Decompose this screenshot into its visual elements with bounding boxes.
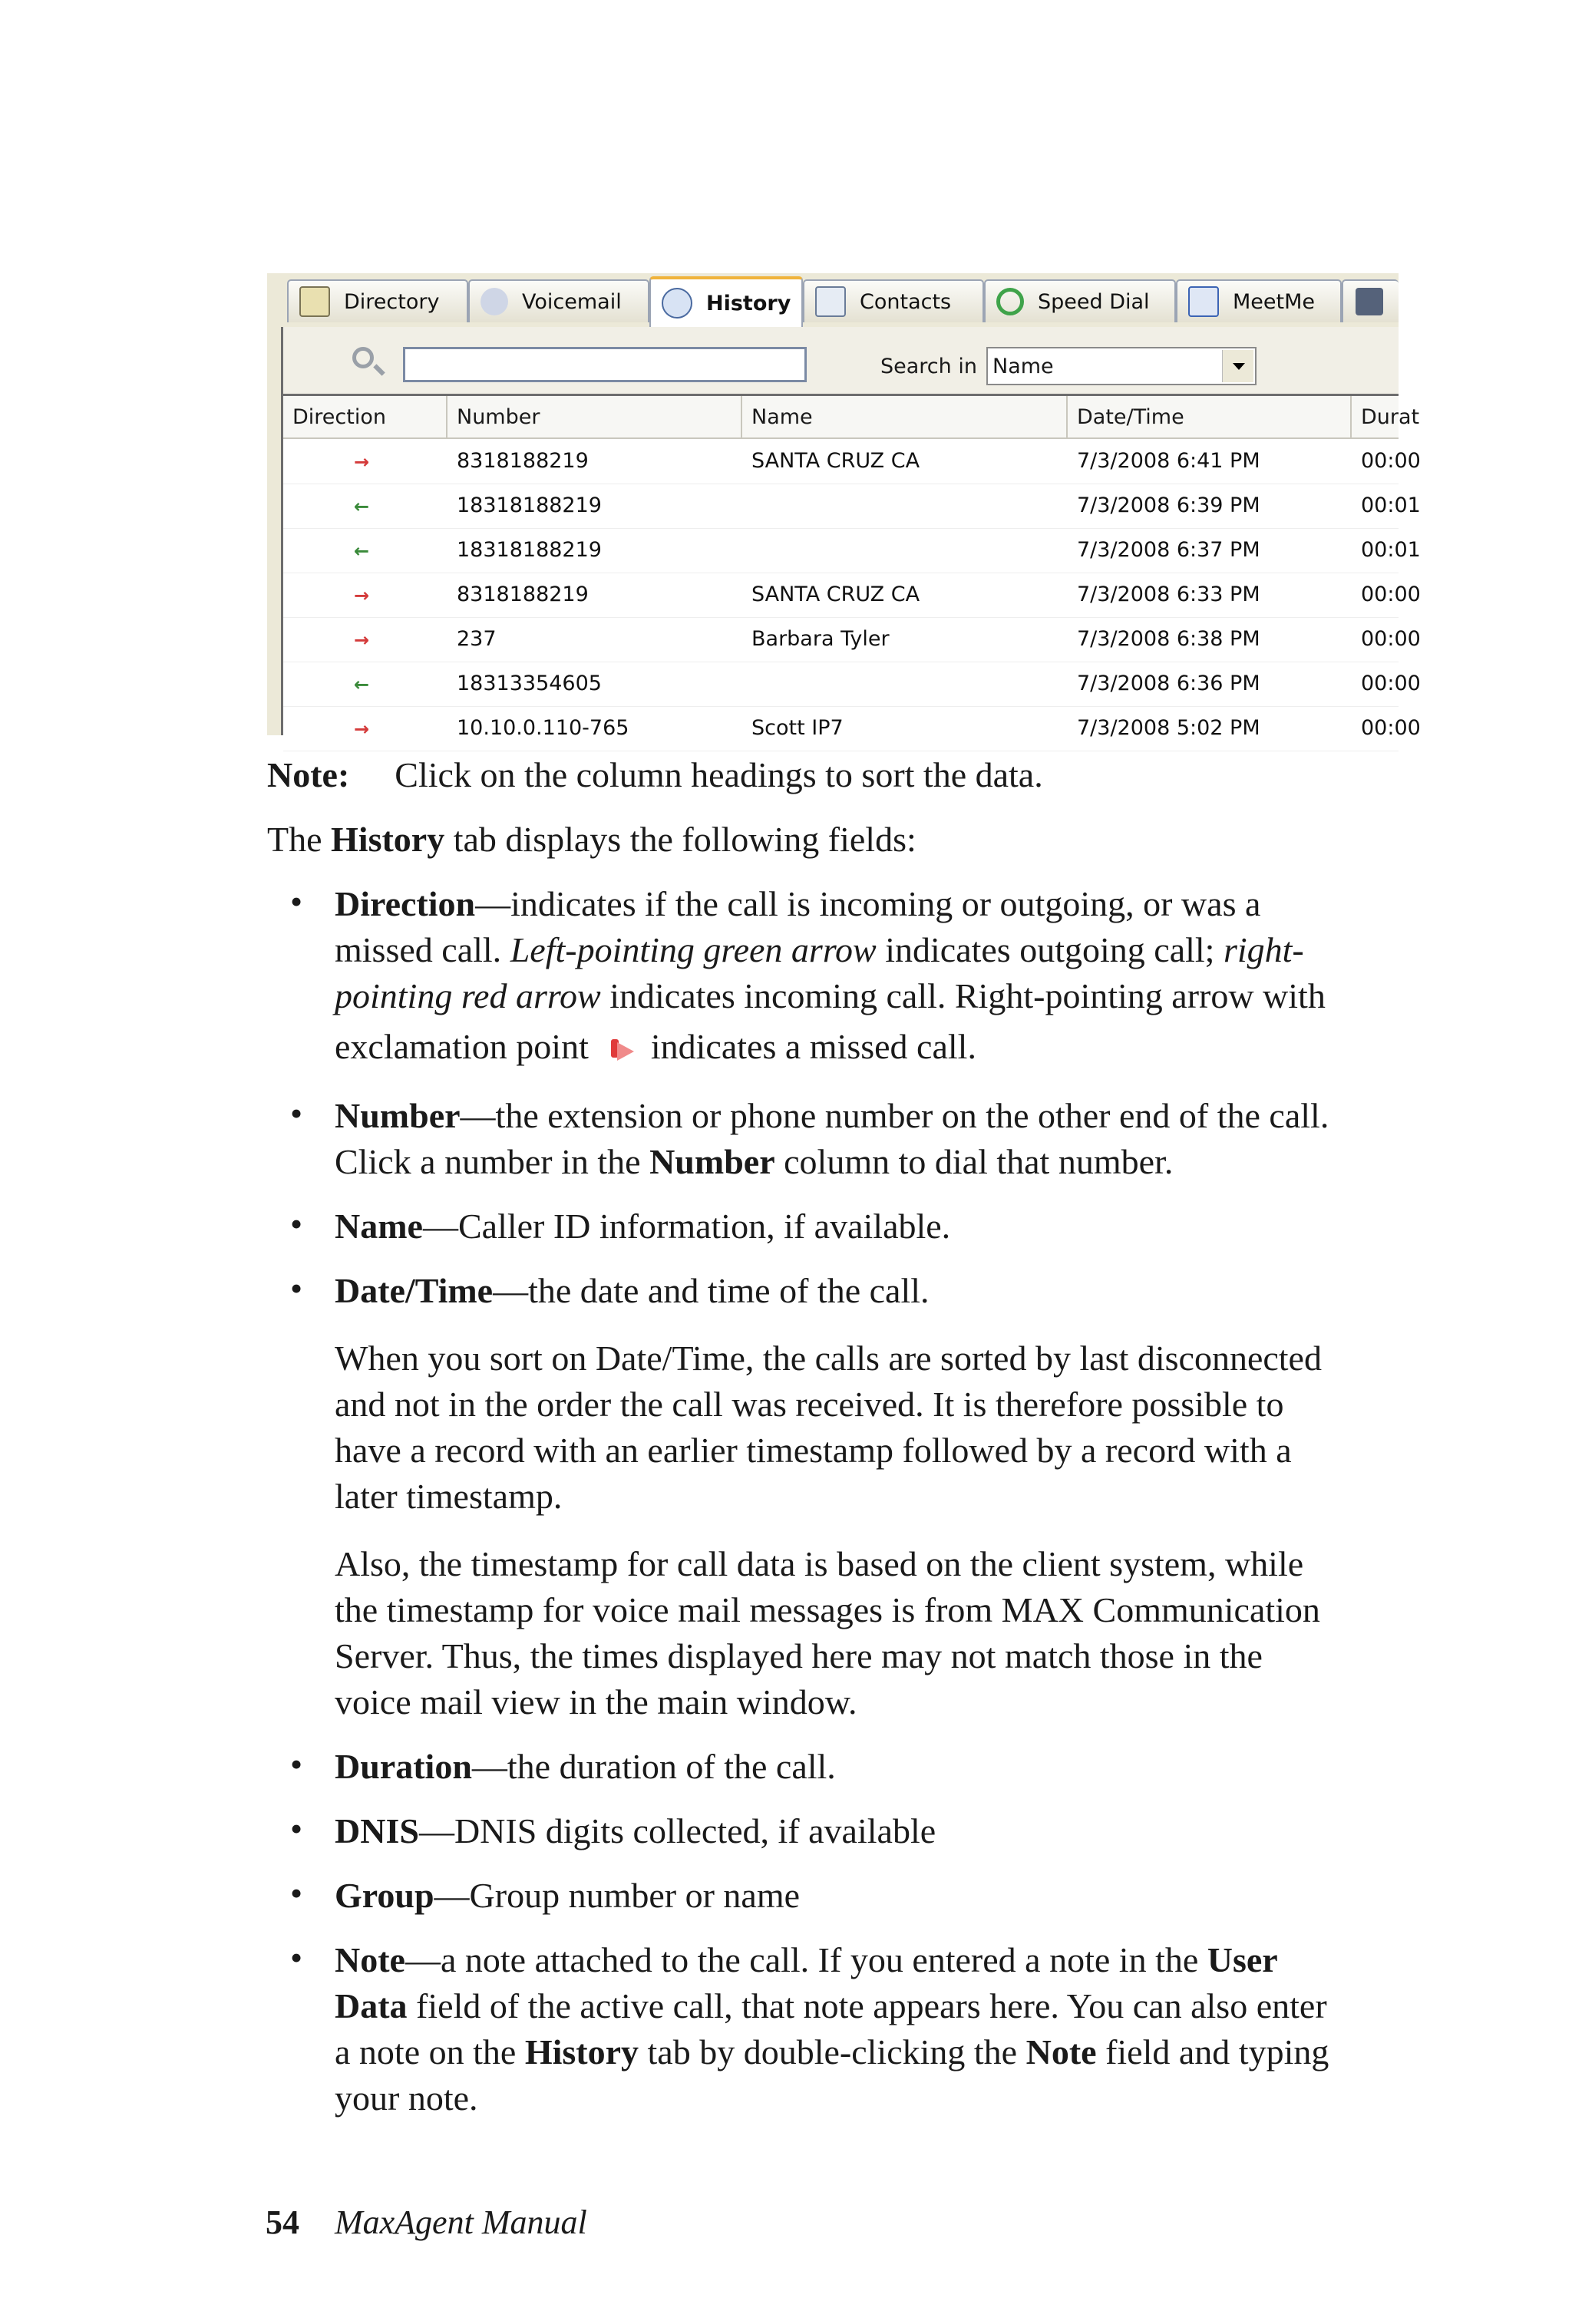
group-line bbox=[335, 1873, 800, 1919]
note-field-text: tab by double-clicking the bbox=[639, 2032, 1026, 2071]
bullet: • bbox=[290, 1204, 303, 1243]
search-icon bbox=[352, 347, 374, 368]
note-field-bold: User bbox=[1207, 1940, 1278, 1979]
bullet: • bbox=[290, 1094, 303, 1133]
number-line-1 bbox=[335, 1093, 1329, 1139]
meetme-icon bbox=[1188, 286, 1219, 317]
name-line bbox=[335, 1203, 950, 1249]
name-cell: SANTA CRUZ CA bbox=[751, 449, 920, 473]
tab-meetme[interactable] bbox=[1176, 279, 1342, 322]
computer-icon bbox=[1356, 288, 1383, 315]
table-row[interactable] bbox=[283, 528, 1421, 573]
number-text: Click a number in the bbox=[335, 1142, 650, 1181]
tab-directory[interactable] bbox=[287, 279, 468, 322]
sort-para-line: later timestamp. bbox=[335, 1477, 563, 1516]
search-input[interactable] bbox=[403, 347, 807, 382]
name-cell: Scott IP7 bbox=[751, 716, 844, 740]
bullet: • bbox=[290, 1269, 303, 1308]
direction-text: —indicates if the call is incoming or outgoing, or was a bbox=[475, 884, 1261, 923]
datetime-text: —the date and time of the call. bbox=[493, 1271, 930, 1310]
tab-speed-dial[interactable] bbox=[984, 279, 1176, 322]
datetime-cell: 7/3/2008 6:38 PM bbox=[1077, 627, 1260, 651]
datetime-cell: 7/3/2008 6:33 PM bbox=[1077, 583, 1260, 606]
datetime-cell: 7/3/2008 6:36 PM bbox=[1077, 672, 1260, 695]
direction-line-4 bbox=[335, 1024, 976, 1070]
direction-text-italic: right- bbox=[1223, 930, 1304, 969]
name-cell bbox=[742, 528, 751, 573]
direction-arrow-icon: → bbox=[354, 718, 370, 740]
direction-text: missed call. bbox=[335, 930, 510, 969]
intro-history-term: History bbox=[331, 820, 445, 859]
dnis-line bbox=[335, 1808, 936, 1854]
column-header-direction[interactable]: Direction bbox=[283, 396, 447, 437]
dnis-term: DNIS bbox=[335, 1811, 419, 1850]
missed-call-icon bbox=[597, 1035, 642, 1065]
direction-arrow-icon: ← bbox=[354, 496, 370, 517]
number-cell[interactable]: 18318188219 bbox=[457, 538, 602, 562]
search-in-label: Search in bbox=[880, 355, 977, 378]
bullet: • bbox=[290, 882, 303, 921]
tab-label: Directory bbox=[344, 289, 440, 314]
table-row[interactable] bbox=[283, 573, 1421, 618]
duration-text: —the duration of the call. bbox=[471, 1747, 836, 1786]
direction-text-italic: Left-pointing green arrow bbox=[510, 930, 877, 969]
voicemail-icon bbox=[481, 288, 508, 315]
tab-more[interactable] bbox=[1342, 279, 1399, 322]
sort-para-line: and not in the order the call was received. It is therefore possible to bbox=[335, 1385, 1284, 1424]
datetime-cell: 7/3/2008 6:39 PM bbox=[1077, 494, 1260, 517]
duration-cell: 00:00 bbox=[1361, 583, 1421, 606]
table-header bbox=[283, 396, 1420, 439]
datetime-term: Date/Time bbox=[335, 1271, 494, 1310]
number-term: Number bbox=[335, 1096, 461, 1135]
direction-text: indicates a missed call. bbox=[650, 1027, 976, 1066]
datetime-cell: 7/3/2008 5:02 PM bbox=[1077, 716, 1260, 740]
note-field-bold: History bbox=[524, 2032, 639, 2071]
bullet: • bbox=[290, 1873, 303, 1913]
duration-cell: 00:00 bbox=[1361, 627, 1421, 651]
direction-arrow-icon: ← bbox=[354, 674, 370, 695]
tab-history[interactable] bbox=[649, 276, 803, 327]
name-cell bbox=[742, 484, 751, 528]
name-text: —Caller ID information, if available. bbox=[422, 1207, 951, 1246]
intro-text: The bbox=[267, 820, 332, 859]
history-screenshot bbox=[267, 273, 1421, 740]
history-table bbox=[281, 396, 1421, 740]
chevron-down-icon[interactable] bbox=[1222, 350, 1253, 382]
column-header-name[interactable]: Name bbox=[742, 396, 1068, 437]
direction-text: indicates incoming call. Right-pointing arrow with bbox=[600, 976, 1326, 1015]
note-field-line-3 bbox=[335, 2029, 1329, 2075]
direction-line-3 bbox=[335, 973, 1326, 1019]
intro-line bbox=[267, 817, 916, 863]
number-bold: Number bbox=[649, 1142, 775, 1181]
tab-label: Speed Dial bbox=[1038, 289, 1150, 314]
tab-label: History bbox=[706, 291, 791, 315]
table-row[interactable] bbox=[283, 439, 1421, 484]
note-line bbox=[267, 752, 1043, 798]
column-header-datetime[interactable]: Date/Time bbox=[1068, 396, 1352, 437]
note-field-bold: Note bbox=[1025, 2032, 1097, 2071]
duration-cell: 00:01 bbox=[1361, 538, 1421, 562]
note-field-text: —a note attached to the call. If you entered a note in the bbox=[405, 1940, 1207, 1979]
duration-cell: 00:01 bbox=[1361, 494, 1421, 517]
table-row[interactable] bbox=[283, 706, 1421, 751]
tab-bar bbox=[267, 273, 1399, 327]
direction-arrow-icon: → bbox=[354, 629, 370, 651]
direction-line-1 bbox=[335, 881, 1260, 927]
number-cell[interactable]: 18313354605 bbox=[457, 672, 602, 695]
sort-para-line: When you sort on Date/Time, the calls are sorted by last disconnected bbox=[335, 1339, 1322, 1378]
directory-icon bbox=[299, 286, 330, 317]
number-cell[interactable]: 8318188219 bbox=[457, 449, 589, 473]
duration-term: Duration bbox=[335, 1747, 472, 1786]
intro-text: tab displays the following fields: bbox=[444, 820, 916, 859]
search-in-value: Name bbox=[992, 355, 1054, 378]
name-cell: SANTA CRUZ CA bbox=[751, 583, 920, 606]
timestamp-para-line: voice mail view in the main window. bbox=[335, 1682, 857, 1722]
group-text: —Group number or name bbox=[434, 1876, 801, 1915]
search-in-select[interactable] bbox=[986, 347, 1257, 385]
note-field-line-4: your note. bbox=[335, 2078, 478, 2118]
group-term: Group bbox=[335, 1876, 434, 1915]
note-term: Note bbox=[335, 1940, 405, 1979]
number-cell[interactable]: 10.10.0.110-765 bbox=[457, 716, 629, 740]
column-header-number[interactable]: Number bbox=[447, 396, 742, 437]
timestamp-para-line: Server. Thus, the times displayed here may not match those in the bbox=[335, 1636, 1263, 1675]
page-footer bbox=[266, 2200, 587, 2246]
contacts-icon bbox=[815, 286, 846, 317]
number-cell[interactable]: 237 bbox=[457, 627, 497, 651]
table-row[interactable] bbox=[283, 617, 1421, 662]
note-field-line-1 bbox=[335, 1937, 1278, 1983]
page-number: 54 bbox=[266, 2204, 299, 2241]
column-header-duration[interactable]: Durat bbox=[1361, 405, 1420, 429]
bullet: • bbox=[290, 1745, 303, 1784]
name-cell: Barbara Tyler bbox=[751, 627, 890, 651]
search-bar bbox=[281, 327, 1399, 396]
number-cell[interactable]: 8318188219 bbox=[457, 583, 589, 606]
number-text: —the extension or phone number on the other end of the call. bbox=[460, 1096, 1329, 1135]
dnis-text: —DNIS digits collected, if available bbox=[418, 1811, 936, 1850]
direction-arrow-icon: → bbox=[354, 585, 370, 606]
table-row[interactable] bbox=[283, 484, 1421, 529]
timestamp-para-line: the timestamp for voice mail messages is from MAX Communication bbox=[335, 1590, 1320, 1629]
tab-contacts[interactable] bbox=[803, 279, 984, 322]
tab-label: MeetMe bbox=[1233, 289, 1316, 314]
duration-cell: 00:00 bbox=[1361, 716, 1421, 740]
table-row[interactable] bbox=[283, 662, 1421, 707]
refresh-icon bbox=[996, 288, 1024, 315]
direction-text: indicates outgoing call; bbox=[876, 930, 1224, 969]
direction-arrow-icon: → bbox=[354, 451, 370, 473]
note-text: Click on the column headings to sort the data. bbox=[395, 755, 1043, 794]
direction-text-italic: pointing red arrow bbox=[335, 976, 601, 1015]
duration-cell: 00:00 bbox=[1361, 672, 1421, 695]
direction-line-2 bbox=[335, 927, 1304, 973]
datetime-line bbox=[335, 1268, 930, 1314]
tab-label: Contacts bbox=[860, 289, 952, 314]
note-label: Note: bbox=[267, 755, 350, 794]
manual-title: MaxAgent Manual bbox=[335, 2204, 587, 2241]
name-cell bbox=[742, 662, 751, 706]
sort-para-line: have a record with an earlier timestamp followed by a record with a bbox=[335, 1431, 1292, 1470]
tab-label: Voicemail bbox=[522, 289, 622, 314]
bullet: • bbox=[290, 1809, 303, 1848]
number-line-2 bbox=[335, 1139, 1173, 1185]
note-field-text: field and typing bbox=[1096, 2032, 1329, 2071]
number-text: column to dial that number. bbox=[774, 1142, 1174, 1181]
datetime-cell: 7/3/2008 6:41 PM bbox=[1077, 449, 1260, 473]
note-field-bold: Data bbox=[335, 1986, 408, 2025]
datetime-cell: 7/3/2008 6:37 PM bbox=[1077, 538, 1260, 562]
bullet: • bbox=[290, 1938, 303, 1977]
note-field-text: a note on the bbox=[335, 2032, 525, 2071]
timestamp-para-line: Also, the timestamp for call data is based on the client system, while bbox=[335, 1544, 1304, 1583]
tab-voicemail[interactable] bbox=[468, 279, 649, 322]
name-term: Name bbox=[335, 1207, 423, 1246]
direction-arrow-icon: ← bbox=[354, 540, 370, 562]
history-clock-icon bbox=[662, 288, 692, 319]
duration-line bbox=[335, 1744, 836, 1790]
direction-text: exclamation point bbox=[335, 1027, 589, 1066]
note-field-text: field of the active call, that note appears here. You can also enter bbox=[407, 1986, 1327, 2025]
number-cell[interactable]: 18318188219 bbox=[457, 494, 602, 517]
duration-cell: 00:00 bbox=[1361, 449, 1421, 473]
direction-term: Direction bbox=[335, 884, 476, 923]
note-field-line-2 bbox=[335, 1983, 1327, 2029]
